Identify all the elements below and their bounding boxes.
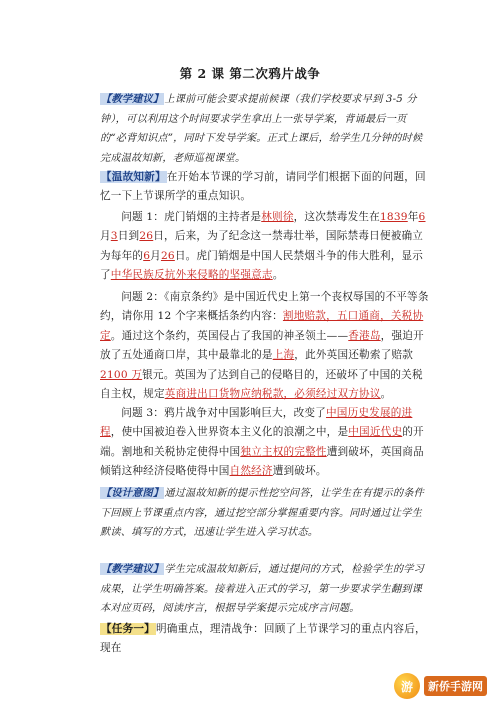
task-one bbox=[100, 620, 430, 659]
q2-text: 问题 2：《南京条约》是中国近代史上第一个丧权辱国的不平等条约，请你用 12 个字来概括条约内容： bbox=[100, 291, 429, 323]
q2-answer: 2100 万 bbox=[100, 368, 143, 381]
tag-teaching-suggestion: 【教学建议】 bbox=[101, 93, 164, 105]
tag-teaching-suggestion: 【教学建议】 bbox=[101, 563, 164, 575]
q1-text: 月 bbox=[150, 249, 161, 262]
q2-answer: 香港岛 bbox=[348, 329, 381, 342]
q1-text: 日，后来，为了纪念这一禁毒壮举，国际禁毒日便被确立为每年的 bbox=[100, 230, 424, 262]
q3-text: 问题 3：鸦片战争对中国影响巨大，改变了 bbox=[121, 407, 326, 419]
question-2 bbox=[100, 288, 430, 404]
q1-text: 日到 bbox=[117, 230, 140, 243]
q2-answer: 英商进出口货物应纳税款，必须经过双方协议 bbox=[164, 388, 381, 401]
q2-text: 银元。英国为了达到自己的侵略目的，还破坏了中国的关税自主权，规定 bbox=[100, 368, 423, 401]
lesson-title: 第 2 课 第二次鸦片战争 bbox=[179, 66, 321, 81]
q1-answer: 6 bbox=[418, 211, 426, 223]
q3-text: 遭到破坏。 bbox=[272, 465, 327, 478]
q1-text: 日。虎门销烟是中国人民禁烟斗争的伟大胜利，显示了 bbox=[100, 249, 424, 282]
q1-text: 。 bbox=[272, 269, 284, 282]
q1-answer: 26 bbox=[139, 230, 154, 243]
teaching-suggestion-1 bbox=[100, 90, 430, 168]
question-1 bbox=[100, 208, 430, 286]
teaching-suggestion-text: 学生完成温故知新后，通过提问的方式，检验学生的学习成果，让学生明确答案。接着进入正式的学习，第一步要求学生翻到课本对应页码，阅读序言，根据导学案提示完成序言问题。 bbox=[100, 564, 425, 615]
q2-text: ，强迫开放了五处通商口岸，其中最靠北的是 bbox=[100, 329, 424, 362]
tag-design-intent: 【设计意图】 bbox=[101, 487, 164, 499]
q2-text: 。通过这个条约，英国侵占了我国的神圣领土—— bbox=[110, 329, 349, 342]
task-one-text: 明确重点，理清战争：回顾了上节课学习的重点内容后，现在 bbox=[100, 623, 426, 655]
q3-text: ，使中国被迫卷入世界资本主义化的浪潮之中，是 bbox=[110, 426, 349, 439]
q3-answer: 中国历史发展的进程 bbox=[100, 407, 413, 439]
q1-answer: 中华民族反抗外来侵略的坚强意志 bbox=[110, 269, 273, 282]
q1-text: 问题 1：虎门销烟的主持者是 bbox=[121, 211, 262, 223]
q2-answer: 上海 bbox=[272, 349, 295, 362]
q3-answer: 中国近代史 bbox=[348, 426, 403, 439]
q1-answer: 26 bbox=[160, 249, 175, 262]
q3-answer: 独立主权的完整性 bbox=[240, 445, 327, 458]
q3-text: 遭到破坏，英国商品倾销这种经济侵略使得中国 bbox=[100, 445, 424, 478]
design-intent-text: 通过温故知新的提示性挖空问答，让学生在有提示的条件下回顾上节课重点内容，通过挖空部分掌握重要内容。同时通过让学生默读、填写的方式，迅速让学生进入学习状态。 bbox=[100, 488, 425, 539]
q2-answer: 割地赔款，五口通商，关税协定 bbox=[100, 310, 424, 342]
q1-text: 年 bbox=[407, 211, 419, 223]
q1-answer: 林则徐 bbox=[261, 211, 294, 223]
q1-answer: 1839 bbox=[379, 211, 408, 223]
q1-answer: 6 bbox=[143, 249, 151, 262]
question-3 bbox=[100, 404, 430, 482]
site-watermark bbox=[394, 672, 492, 700]
watermark-text: 新侨手游网 bbox=[424, 676, 487, 696]
q3-text: 的开端。割地和关税协定使得中国 bbox=[100, 426, 424, 458]
q3-answer: 自然经济 bbox=[229, 465, 273, 478]
q1-text: 月 bbox=[100, 230, 111, 243]
q2-text: ，此外英国还勒索了赔款 bbox=[294, 349, 414, 362]
teaching-suggestion-2 bbox=[100, 560, 430, 619]
review-intro bbox=[100, 168, 430, 207]
q1-answer: 3 bbox=[110, 230, 118, 243]
tag-task-one: 【任务一】 bbox=[101, 623, 155, 635]
tag-review: 【温故知新】 bbox=[101, 171, 166, 183]
watermark-logo-icon: 游 bbox=[394, 673, 420, 699]
teaching-suggestion-text: 上课前可能会要求提前候课（我们学校要求早到 3-5 分钟），可以利用这个时间要求学生拿出上一张导学案，背诵最后一页的“必背知识点”，同时下发导学案。正式上课后，给学生几分钟的时候完成温故知新，老师巡视课堂。 bbox=[100, 94, 423, 164]
review-intro-text: 在开始本节课的学习前，请同学们根据下面的问题，回忆一下上节课所学的重点知识。 bbox=[100, 171, 426, 203]
q2-text: 。 bbox=[380, 388, 392, 401]
design-intent bbox=[100, 484, 430, 543]
q1-text: ，这次禁毒发生在 bbox=[293, 211, 380, 223]
